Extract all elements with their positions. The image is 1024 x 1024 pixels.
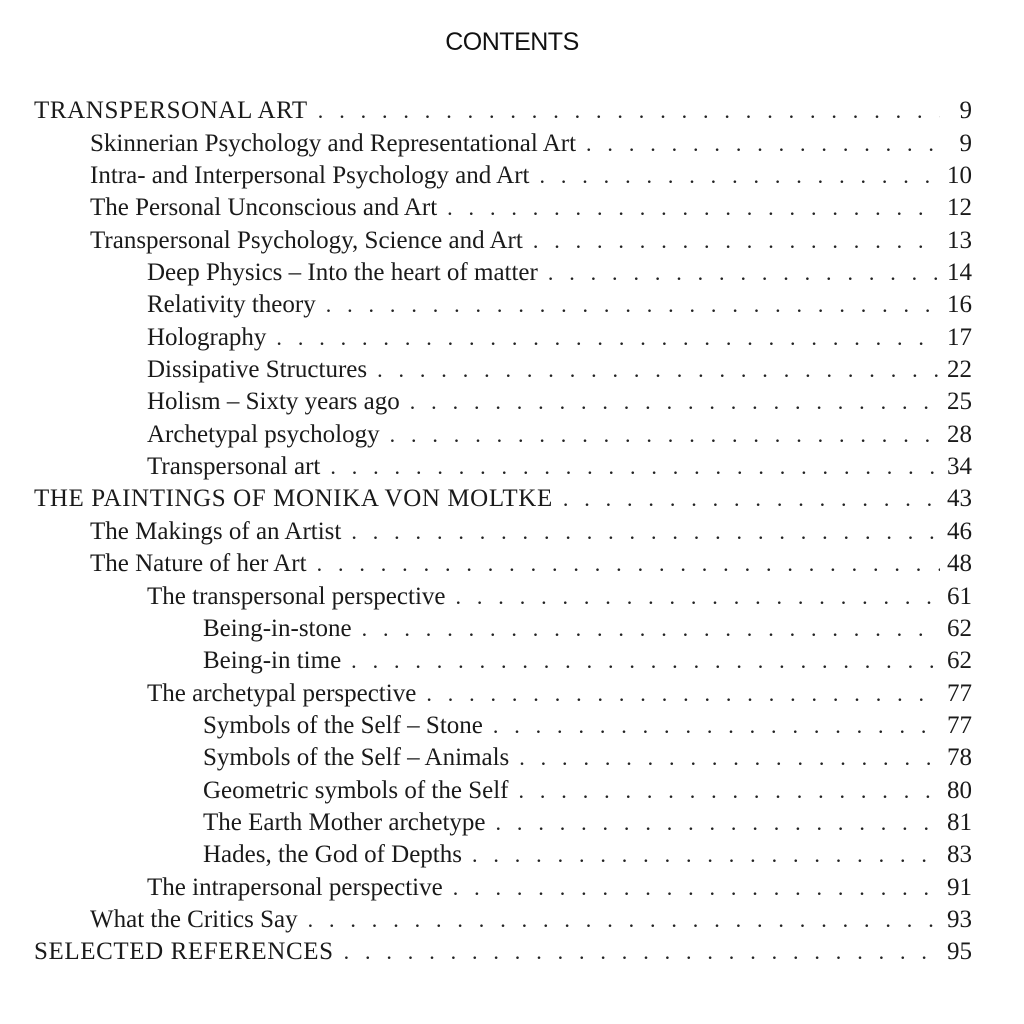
toc-entry <box>0 353 1024 385</box>
dot-leader <box>362 614 940 644</box>
toc-entry <box>0 320 1024 352</box>
dot-leader <box>456 582 941 612</box>
toc-entry-page-number: 25 <box>947 388 972 416</box>
toc-entry-title: Dissipative Structures <box>147 356 368 384</box>
toc-entry <box>0 159 1024 191</box>
toc-entry <box>0 385 1024 417</box>
toc-entry-page-number: 83 <box>947 841 972 869</box>
dot-leader <box>318 96 940 126</box>
toc-entry <box>0 741 1024 773</box>
toc-entry-page-number: 95 <box>947 938 972 966</box>
toc-entry <box>0 94 1024 126</box>
dot-leader <box>519 743 940 773</box>
toc-entry-title: Geometric symbols of the Self <box>203 776 509 804</box>
toc-entry <box>0 676 1024 708</box>
dot-leader <box>351 646 940 676</box>
toc-entry-page-number: 81 <box>947 808 972 836</box>
toc-entry <box>0 773 1024 805</box>
toc-entry-page-number: 14 <box>947 259 972 287</box>
toc-entry-title: The archetypal perspective <box>147 679 417 707</box>
toc-entry-page-number: 46 <box>947 517 972 545</box>
toc-entry-page-number: 43 <box>947 485 972 513</box>
toc-entry <box>0 935 1024 967</box>
dot-leader <box>453 873 940 903</box>
dot-leader <box>377 355 940 385</box>
toc-entry-page-number: 9 <box>959 97 972 125</box>
toc-entry <box>0 482 1024 514</box>
toc-entry-title: The Makings of an Artist <box>90 517 342 545</box>
toc-entry <box>0 223 1024 255</box>
toc-entry <box>0 903 1024 935</box>
dot-leader <box>344 937 940 967</box>
toc-entry-title: Being-in-stone <box>203 614 352 642</box>
toc-entry <box>0 612 1024 644</box>
dot-leader <box>447 193 940 223</box>
toc-entry-title: THE PAINTINGS OF MONIKA VON MOLTKE <box>34 485 553 513</box>
dot-leader <box>496 808 940 838</box>
toc-entry-title: The Earth Mother archetype <box>203 808 486 836</box>
dot-leader <box>390 420 940 450</box>
dot-leader <box>548 258 940 288</box>
dot-leader <box>276 323 940 353</box>
dot-leader <box>326 290 940 320</box>
toc-entry <box>0 256 1024 288</box>
toc-entry-title: Holography <box>147 323 267 351</box>
toc-entry-title: Symbols of the Self – Animals <box>203 744 510 772</box>
dot-leader <box>410 387 940 417</box>
toc-entry-title: Skinnerian Psychology and Representational Art <box>90 129 577 157</box>
toc-entry-title: The intrapersonal perspective <box>147 873 443 901</box>
toc-entry-page-number: 77 <box>947 711 972 739</box>
dot-leader <box>330 452 940 482</box>
toc-entry <box>0 288 1024 320</box>
dot-leader <box>308 905 940 935</box>
toc-entry <box>0 547 1024 579</box>
toc-entry-title: The Nature of her Art <box>90 550 307 578</box>
toc-entry-title: Symbols of the Self – Stone <box>203 711 483 739</box>
toc-entry-page-number: 28 <box>947 420 972 448</box>
toc-entry <box>0 450 1024 482</box>
toc-entry <box>0 709 1024 741</box>
toc-entry-page-number: 12 <box>947 194 972 222</box>
dot-leader <box>539 161 940 191</box>
toc-entry-title: Intra- and Interpersonal Psychology and Art <box>90 162 530 190</box>
toc-entry-page-number: 17 <box>947 323 972 351</box>
dot-leader <box>563 484 940 514</box>
toc-entry-page-number: 78 <box>947 744 972 772</box>
toc-entry <box>0 870 1024 902</box>
toc-entry-title: Deep Physics – Into the heart of matter <box>147 259 538 287</box>
dot-leader <box>519 776 941 806</box>
toc-entry-page-number: 34 <box>947 453 972 481</box>
toc-entry-title: Relativity theory <box>147 291 316 319</box>
toc-entry-title: The Personal Unconscious and Art <box>90 194 438 222</box>
toc-entry-page-number: 16 <box>947 291 972 319</box>
dot-leader <box>586 129 940 159</box>
dot-leader <box>317 549 940 579</box>
dot-leader <box>472 840 940 870</box>
toc-entry-title: Archetypal psychology <box>147 420 380 448</box>
toc-entry-page-number: 13 <box>947 226 972 254</box>
toc-entry-page-number: 10 <box>947 162 972 190</box>
toc-entry-title: SELECTED REFERENCES <box>34 938 334 966</box>
toc-entry-title: The transpersonal perspective <box>147 582 446 610</box>
dot-leader <box>426 679 940 709</box>
toc-entry-page-number: 9 <box>959 129 972 157</box>
toc-entry <box>0 417 1024 449</box>
toc-entry-page-number: 80 <box>947 776 972 804</box>
toc-entry-title: TRANSPERSONAL ART <box>34 97 308 125</box>
dot-leader <box>351 517 940 547</box>
toc-entry-page-number: 77 <box>947 679 972 707</box>
dot-leader <box>493 711 940 741</box>
toc-entry-page-number: 61 <box>947 582 972 610</box>
table-of-contents <box>0 94 1024 967</box>
toc-entry-title: What the Critics Say <box>90 905 298 933</box>
dot-leader <box>533 226 940 256</box>
page-title: CONTENTS <box>445 28 579 56</box>
toc-entry-title: Transpersonal art <box>147 453 321 481</box>
toc-entry-title: Being-in time <box>203 647 342 675</box>
toc-entry-page-number: 93 <box>947 905 972 933</box>
toc-entry-page-number: 62 <box>947 647 972 675</box>
toc-entry-page-number: 48 <box>947 550 972 578</box>
toc-entry-title: Holism – Sixty years ago <box>147 388 400 416</box>
toc-entry <box>0 514 1024 546</box>
toc-entry <box>0 644 1024 676</box>
toc-entry-title: Hades, the God of Depths <box>203 841 462 869</box>
toc-entry <box>0 806 1024 838</box>
toc-entry-title: Transpersonal Psychology, Science and Art <box>90 226 523 254</box>
toc-entry <box>0 126 1024 158</box>
toc-entry <box>0 838 1024 870</box>
toc-entry-page-number: 22 <box>947 356 972 384</box>
toc-entry-page-number: 91 <box>947 873 972 901</box>
toc-entry <box>0 579 1024 611</box>
toc-entry <box>0 191 1024 223</box>
toc-entry-page-number: 62 <box>947 614 972 642</box>
